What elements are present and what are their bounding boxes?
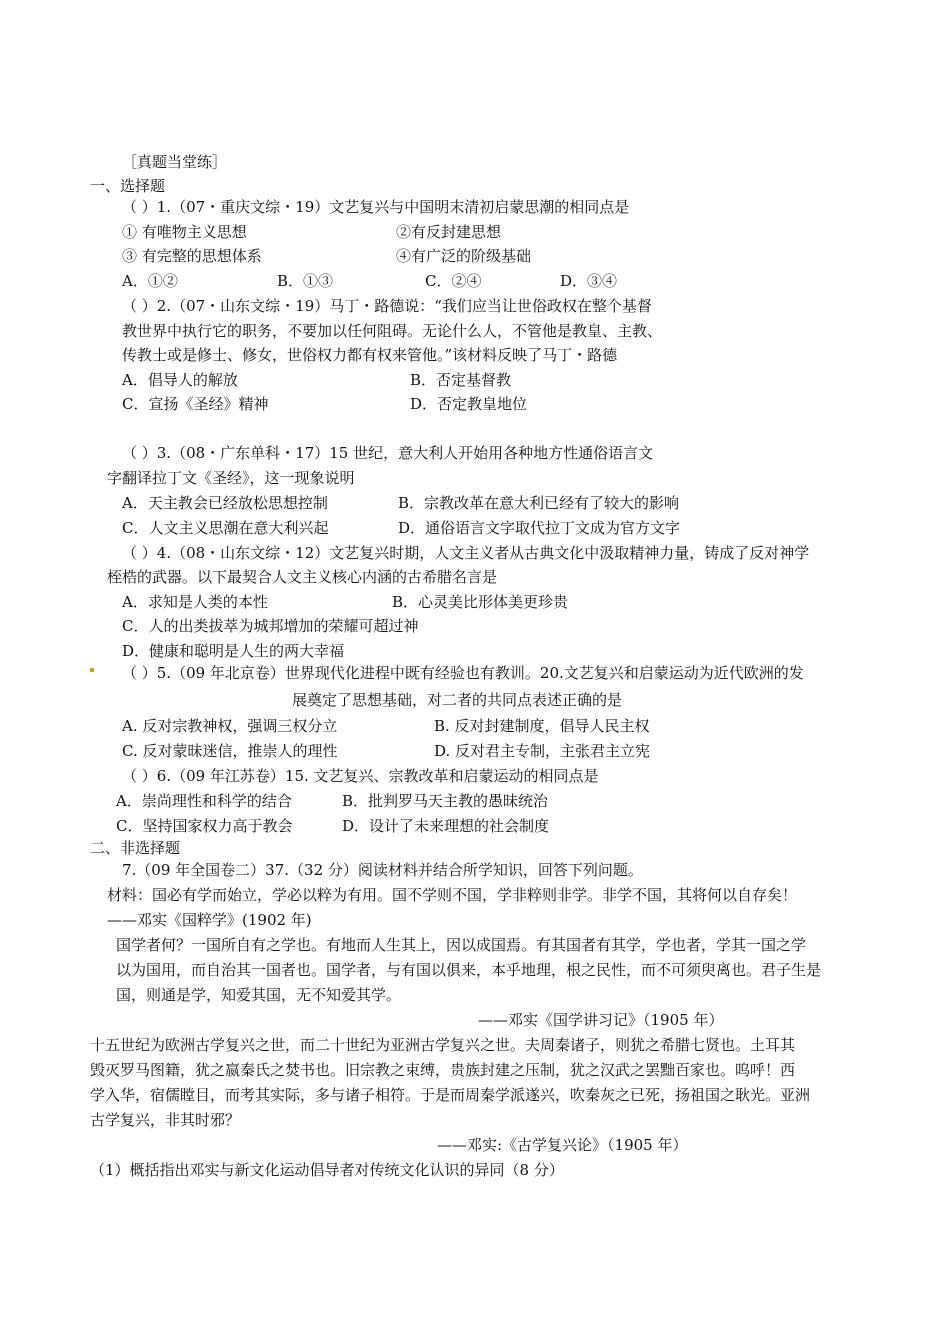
q5-option-b: B. 反对封建制度，倡导人民主权: [434, 717, 650, 735]
q4-option-c: C．人的出类拔萃为城邦增加的荣耀可超过神: [122, 617, 419, 635]
q4-stem-line-2: 桎梏的武器。以下最契合人文主义核心内涵的古希腊名言是: [107, 568, 498, 586]
q5-stem-line-2: 展奠定了思想基础，对二者的共同点表述正确的是: [292, 691, 623, 709]
q6-option-a: A．崇尚理性和科学的结合: [116, 792, 292, 810]
q7-stem: 7.（09 年全国卷二）37.（32 分）阅读材料并结合所学知识，回答下列问题。: [122, 861, 643, 879]
q5-option-d: D. 反对君主专制，主张君主立宪: [434, 742, 651, 760]
section-title-choice: 一、选择题: [90, 177, 166, 195]
q6-stem: （ ）6.（09 年江苏卷）15. 文艺复兴、宗教改革和启蒙运动的相同点是: [122, 767, 599, 785]
q3-stem-line-2: 字翻译拉丁文《圣经》，这一现象说明: [107, 469, 355, 487]
q4-option-d: D．健康和聪明是人生的两大幸福: [122, 642, 345, 660]
q5-option-a: A. 反对宗教神权，强调三权分立: [122, 717, 338, 735]
q7-material-2-line-3: 国，则通是学，知爱其国，无不知爱其学。: [116, 986, 402, 1004]
q7-material-3-line-3: 学入华，宿儒瞠目，而考其实际，多与诸子相符。于是而周秦学派遂兴，吹秦灰之已死，扬祖国之耿光。亚洲: [90, 1086, 811, 1104]
q2-option-b: B．否定基督教: [410, 371, 512, 389]
q1-item-4: ④有广泛的阶级基础: [396, 247, 532, 265]
q7-material-1: 材料：国必有学而始立，学必以粹为有用。国不学则不国，学非粹则非学。非学不国，其将何以自存矣！: [107, 886, 798, 904]
q4-option-b: B．心灵美比形体美更珍贵: [392, 593, 569, 611]
q2-stem-line-3: 传教士或是修士、修女，世俗权力都有权来管他。”该材料反映了马丁・路德: [122, 346, 618, 364]
q7-source-3: ——邓实:《古学复兴论》（1905 年）: [437, 1136, 688, 1154]
section-title-nonchoice: 二、非选择题: [90, 839, 181, 857]
q2-stem-line-2: 教世界中执行它的职务，不要加以任何阻碍。无论什么人，不管他是教皇、主教、: [122, 322, 663, 340]
q4-option-a: A．求知是人类的本性: [122, 593, 268, 611]
q1-item-1: ① 有唯物主义思想: [122, 223, 247, 241]
q3-stem-line-1: （ ）3.（08・广东单科・17）15 世纪，意大利人开始用各种地方性通俗语言文: [122, 444, 654, 462]
q1-item-2: ②有反封建思想: [396, 223, 502, 241]
q7-material-3-line-1: 十五世纪为欧洲古学复兴之世，而二十世纪为亚洲古学复兴之世。夫周秦诸子，则犹之希腊七贤也。土耳其: [90, 1036, 796, 1054]
q1-option-c: C．②④: [425, 272, 482, 290]
q7-source-2: ——邓实《国学讲习记》（1905 年）: [478, 1011, 724, 1029]
q6-option-c: C．坚持国家权力高于教会: [116, 817, 293, 835]
q6-option-b: B．批判罗马天主教的愚昧统治: [342, 792, 549, 810]
q4-stem-line-1: （ ）4.（08・山东文综・12）文艺复兴时期，人文主义者从古典文化中汲取精神力量，铸成了反对神学: [122, 544, 810, 562]
q3-option-a: A．天主教会已经放松思想控制: [122, 494, 328, 512]
q7-material-3-line-4: 古学复兴，非其时邪？: [90, 1111, 241, 1129]
q3-option-b: B．宗教改革在意大利已经有了较大的影响: [398, 494, 680, 512]
q7-source-1: ——邓实《国粹学》(1902 年): [107, 911, 312, 929]
q2-option-d: D．否定教皇地位: [410, 395, 528, 413]
margin-mark: [90, 668, 94, 672]
q3-option-c: C．人文主义思潮在意大利兴起: [122, 519, 329, 537]
q1-option-b: B．①③: [277, 272, 334, 290]
q7-material-2-line-2: 以为国用，而自治其一国者也。国学者，与有国以俱来，本乎地理，根之民性，而不可须臾离也。君子生是: [116, 961, 822, 979]
q7-material-2-line-1: 国学者何？一国所自有之学也。有地而人生其上，因以成国焉。有其国者有其学，学也者，学其一国之学: [116, 936, 807, 954]
q1-stem: （ ）1.（07・重庆文综・19）文艺复兴与中国明末清初启蒙思潮的相同点是: [122, 198, 630, 216]
q1-item-3: ③ 有完整的思想体系: [122, 247, 262, 265]
q5-stem-line-1: （ ）5.（09 年北京卷）世界现代化进程中既有经验也有教训。20.文艺复兴和启蒙运动为近代欧洲的发: [122, 664, 804, 682]
q1-option-a: A．①②: [122, 272, 178, 290]
q2-stem-line-1: （ ）2.（07・山东文综・19）马丁・路德说：“我们应当让世俗政权在整个基督: [122, 297, 652, 315]
q7-material-3-line-2: 毁灭罗马图籍，犹之嬴秦氏之焚书也。旧宗教之束缚，贵族封建之压制，犹之汉武之罢黜百家也。呜呼！西: [90, 1061, 796, 1079]
section-header: ［真题当堂练］: [122, 153, 228, 171]
q2-option-c: C．宣扬《圣经》精神: [122, 395, 269, 413]
q2-option-a: A．倡导人的解放: [122, 371, 238, 389]
q1-option-d: D．③④: [560, 272, 618, 290]
q3-option-d: D．通俗语言文字取代拉丁文成为官方文字: [398, 519, 681, 537]
q7-subquestion-1: （1）概括指出邓实与新文化运动倡导者对传统文化认识的异同（8 分）: [90, 1161, 564, 1179]
q6-option-d: D．设计了未来理想的社会制度: [342, 817, 550, 835]
q5-option-c: C. 反对蒙昧迷信，推崇人的理性: [122, 742, 338, 760]
